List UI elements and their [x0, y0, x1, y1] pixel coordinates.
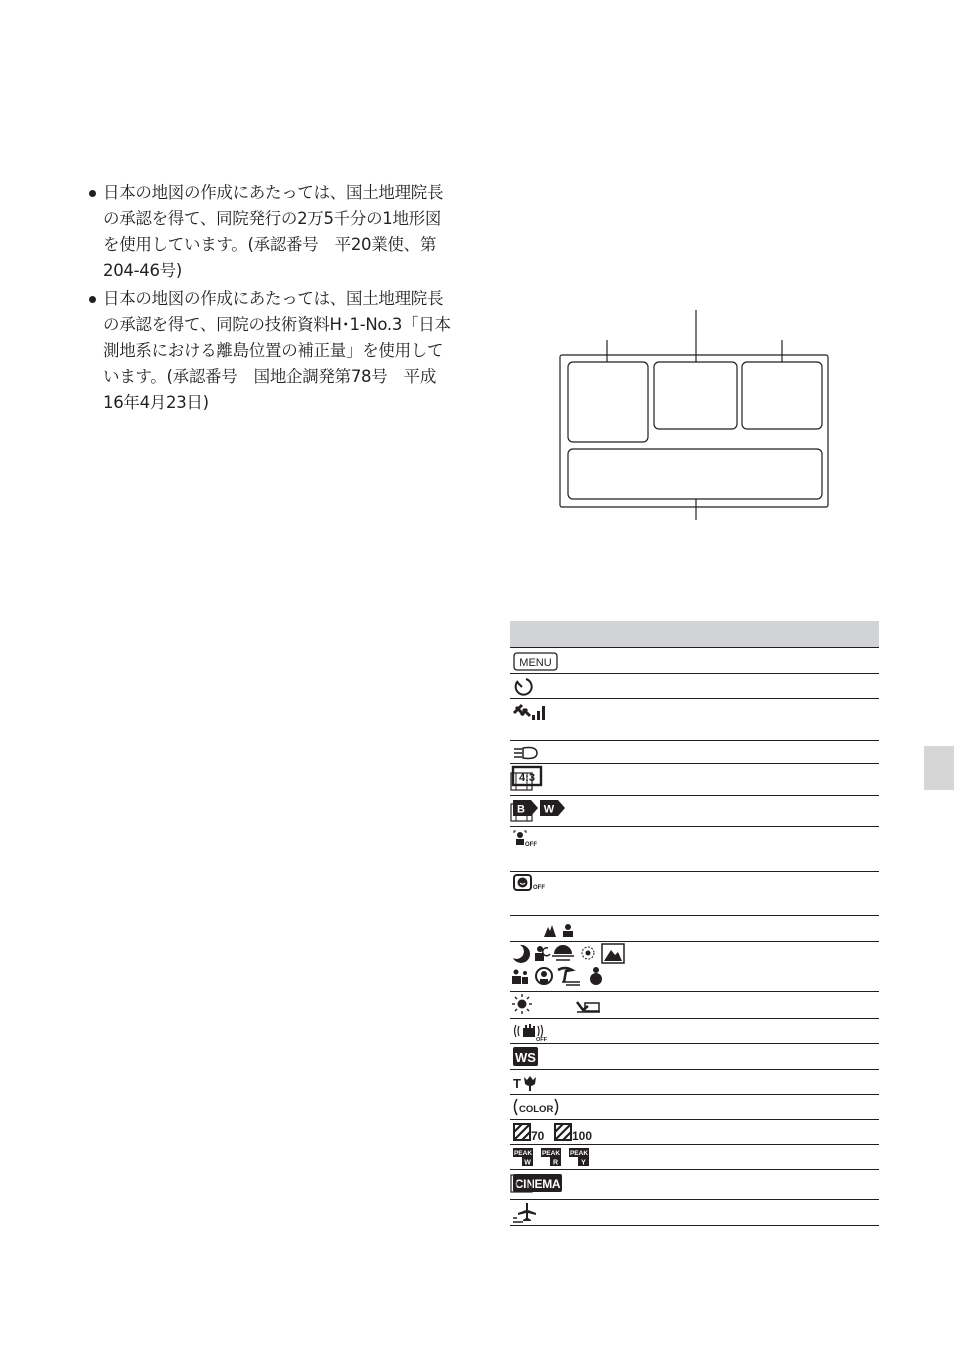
table-row: [510, 764, 879, 796]
gps-signal-icon: [510, 699, 560, 741]
note-item: [86, 286, 466, 416]
table-row: [510, 1095, 879, 1120]
self-timer-icon: [510, 674, 550, 699]
note-line: 日本の地図の作成にあたっては、国土地理院長: [103, 183, 444, 202]
off-label: OFF: [525, 842, 537, 848]
bullet-icon: [89, 296, 96, 303]
table-row: [510, 872, 879, 916]
color-bar-icon: [510, 1095, 570, 1120]
scene-mode-icons: [510, 942, 660, 992]
table-row: [510, 916, 879, 942]
note-line: 測地系における離島位置の補正量」を使用して: [103, 341, 444, 360]
peak-color-label: Y: [581, 1159, 586, 1167]
peak-label: PEAK: [569, 1150, 589, 1158]
table-row: [510, 942, 879, 992]
side-index-tab: [924, 746, 954, 790]
smile-shutter-off-icon: [510, 872, 560, 916]
peak-label: PEAK: [541, 1150, 561, 1158]
peaking-icons: [510, 1145, 610, 1170]
zebra-level-label: 70: [531, 1129, 545, 1143]
icon-table: [510, 621, 879, 1226]
peak-color-label: W: [524, 1159, 531, 1167]
table-row: [510, 1120, 879, 1145]
table-row: [510, 992, 879, 1019]
note-line: 16年4月23日): [103, 393, 209, 412]
note-line: 日本の地図の作成にあたっては、国土地理院長: [103, 289, 444, 308]
screen-outline: [560, 355, 828, 507]
note-line: 204-46号): [103, 261, 182, 280]
table-row: [510, 1170, 879, 1200]
movie-mode-icon: [510, 1174, 534, 1194]
note-line: います。(承認番号 国地企調発第78号 平成: [103, 367, 437, 386]
face-detection-off-icon: [510, 827, 550, 872]
tele-macro-icon: [510, 1070, 550, 1095]
table-row: [510, 674, 879, 699]
note-line: の承認を得て、同院の技術資料H･1-No.3「日本: [103, 315, 451, 334]
table-row: [510, 1145, 879, 1170]
note-line: を使用しています。(承認番号 平20業使、第: [103, 235, 437, 254]
area-right: [742, 362, 822, 429]
svg-text:W: W: [543, 803, 555, 816]
cinema-label: CINEMA: [514, 1177, 561, 1191]
screen-layout-diagram: [550, 300, 840, 530]
area-center: [654, 362, 737, 429]
table-row: [510, 796, 879, 827]
peak-label: PEAK: [513, 1150, 533, 1158]
note-item: [86, 180, 466, 284]
svg-text:B: B: [517, 803, 525, 816]
steadyshot-off-icon: [510, 1019, 560, 1044]
zebra-icons: [510, 1120, 610, 1145]
table-row: [510, 1200, 879, 1226]
airplane-mode-icon: [510, 1200, 550, 1226]
note-line: の承認を得て、同院発行の2万5千分の1地形図: [103, 209, 442, 228]
t-label: T: [513, 1076, 521, 1091]
area-left: [568, 362, 648, 442]
table-row: [510, 1019, 879, 1044]
table-row: [510, 648, 879, 674]
ws-label: WS: [515, 1050, 536, 1065]
color-label: COLOR: [519, 1104, 554, 1115]
movie-mode-icon: [510, 772, 534, 792]
table-header: [510, 621, 879, 648]
scene-auto-icons: [510, 916, 590, 942]
off-label: OFF: [533, 885, 545, 891]
area-bottom: [568, 449, 822, 499]
wide-stereo-icon: [510, 1044, 550, 1070]
table-row: [510, 827, 879, 872]
peak-color-label: R: [552, 1159, 559, 1167]
table-row: [510, 1044, 879, 1070]
zebra-level-label: 100: [572, 1129, 593, 1143]
off-label: OFF: [536, 1037, 547, 1043]
light-icon: [510, 741, 550, 764]
menu-icon-label: MENU: [519, 657, 552, 669]
notes-list: [86, 180, 466, 418]
menu-icon: [510, 648, 570, 674]
movie-mode-icon: [510, 803, 534, 823]
aspect-label: 4:3: [519, 772, 535, 784]
table-row: [510, 741, 879, 764]
white-balance-icons: [510, 992, 620, 1019]
table-row: [510, 699, 879, 741]
table-row: [510, 1070, 879, 1095]
bullet-icon: [89, 190, 96, 197]
